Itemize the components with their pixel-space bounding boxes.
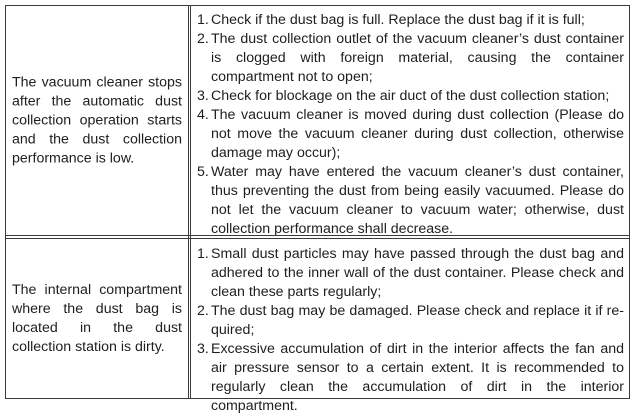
solution-item — [197, 245, 624, 302]
solution-text: The vacuum cleaner is moved during dust collection (Please do not move the vacuum cleaner during dust collection, otherwise damage may occur); — [211, 107, 624, 161]
solution-text: Water may have entered the vacuum cleaner’s dust container, thus preventing the dust from being easily vacuumed. Please do not let the vacuum cleaner to vacuum water; otherwise, dust collection performance shall decrease. — [211, 164, 624, 237]
solution-text: The dust collection outlet of the vacuum cleaner’s dust container is clogged with foreign material, causing the container compartment not to open; — [211, 31, 624, 85]
solution-number: 3. — [197, 88, 209, 104]
solution-number: 1. — [197, 246, 209, 262]
solution-text: Excessive accumulation of dirt in the interior affects the fan and air pressure sensor to a certain extent. It is recommended to regularly clean the accumulation of dirt in the interior compartment. — [211, 341, 624, 414]
problem-cell: The internal compartment where the dust bag is located in the dust collection station is dirty. — [12, 281, 182, 355]
troubleshooting-table — [5, 5, 630, 414]
solution-list — [197, 11, 624, 239]
solution-number: 2. — [197, 31, 209, 47]
table-row — [6, 6, 629, 235]
problem-cell: The vacuum cleaner stops after the automatic dust collection operation starts and the dust collection performance is low. — [12, 74, 182, 166]
column-divider — [188, 6, 191, 398]
solution-item — [197, 106, 624, 163]
solution-text: Check if the dust bag is full. Replace the dust bag if it is full; — [211, 12, 585, 28]
solution-number: 2. — [197, 303, 209, 319]
solution-number: 4. — [197, 107, 209, 123]
solution-item — [197, 87, 624, 106]
solution-item — [197, 302, 624, 340]
table-row — [6, 239, 629, 414]
solution-number: 5. — [197, 164, 209, 180]
solution-text: Small dust particles may have passed through the dust bag and adhered to the inner wall of the dust container. Please check and clean these parts regularly; — [211, 246, 624, 300]
solution-number: 3. — [197, 341, 209, 357]
solution-item — [197, 163, 624, 239]
solution-text: The dust bag may be damaged. Please check and replace it if required; — [211, 303, 624, 338]
solution-item — [197, 11, 624, 30]
solution-number: 1. — [197, 12, 209, 28]
solution-list — [197, 245, 624, 416]
solution-item — [197, 30, 624, 87]
solution-text: Check for blockage on the air duct of the dust collection station; — [211, 88, 610, 104]
